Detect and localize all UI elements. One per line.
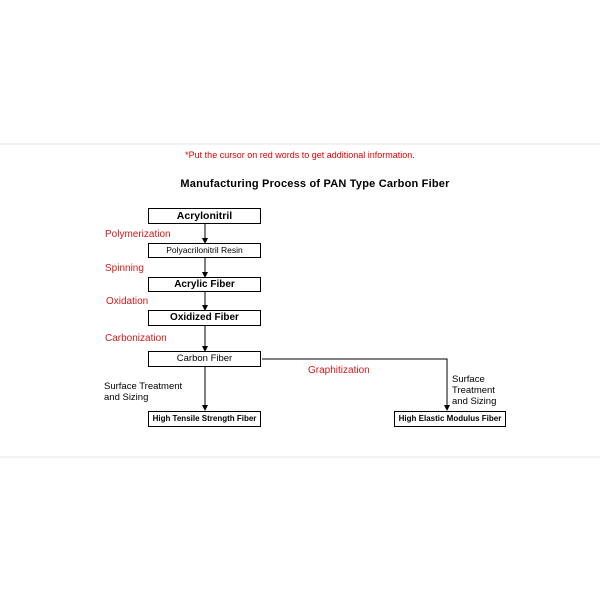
- box-high-tensile-strength-fiber: [148, 411, 261, 427]
- treatment-label-right: Surface Treatment and Sizing: [452, 374, 497, 407]
- treatment-label-left: Surface Treatment and Sizing: [104, 381, 183, 403]
- box-acrylic-label: Acrylic Fiber: [174, 279, 235, 290]
- box-resin-label: Polyacrilonitril Resin: [166, 245, 243, 255]
- diagram-title: Manufacturing Process of PAN Type Carbon Fiber: [180, 178, 450, 190]
- box-carbon-fiber: [148, 351, 261, 367]
- box-polyacrilonitril-resin: [148, 243, 261, 258]
- box-acrylonitril-label: Acrylonitril: [176, 210, 233, 222]
- box-high-elastic-modulus-fiber: [394, 411, 506, 427]
- step-carbonization[interactable]: Carbonization: [105, 333, 167, 344]
- box-high-tensile-label: High Tensile Strength Fiber: [152, 414, 257, 423]
- step-spinning[interactable]: Spinning: [105, 263, 144, 274]
- box-acrylic-fiber: [148, 277, 261, 292]
- box-high-elastic-label: High Elastic Modulus Fiber: [398, 414, 502, 423]
- step-oxidation[interactable]: Oxidation: [106, 296, 149, 307]
- box-oxidized-fiber: [148, 310, 261, 326]
- step-polymerization[interactable]: Polymerization: [105, 229, 171, 240]
- box-oxidized-label: Oxidized Fiber: [170, 312, 239, 323]
- hover-hint: *Put the cursor on red words to get additional information.: [185, 150, 415, 160]
- box-acrylonitril: [148, 208, 261, 224]
- box-carbon-label: Carbon Fiber: [176, 353, 233, 364]
- step-graphitization[interactable]: Graphitization: [308, 365, 370, 376]
